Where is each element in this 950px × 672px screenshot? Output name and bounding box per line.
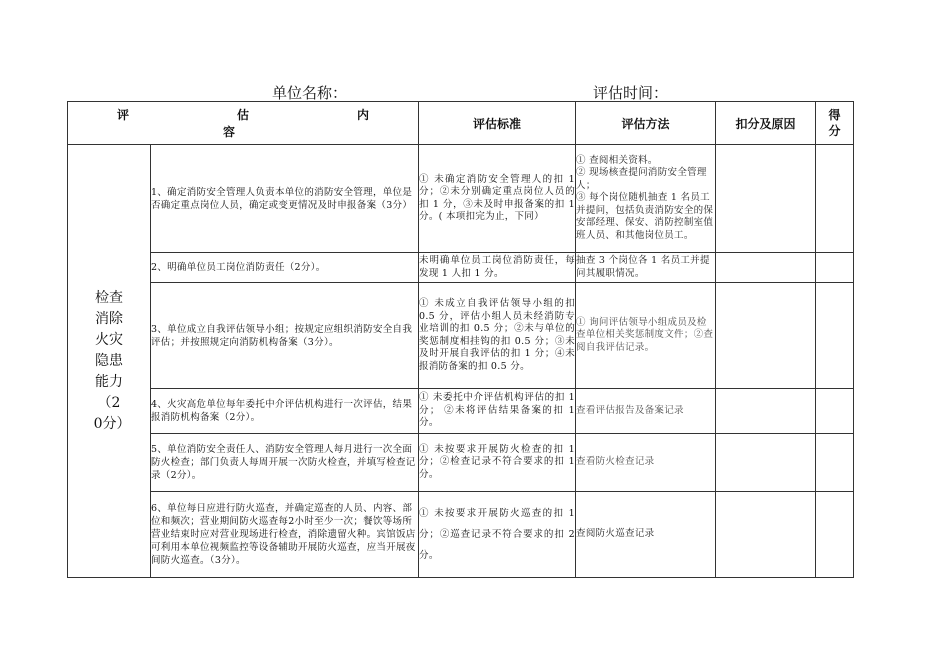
score-cell[interactable]: [816, 389, 854, 434]
score-cell[interactable]: [816, 145, 854, 253]
method-cell: 查看防火检查记录: [576, 434, 716, 492]
column-header-content: 评 估 内 容: [68, 102, 419, 145]
deduction-cell[interactable]: [716, 283, 816, 389]
standard-cell: ① 未确定消防安全管理人的扣 1 分；②未分别确定重点岗位人员的扣 1 分，③未及时申报备案的扣 1 分。( 本项扣完为止，下同）: [419, 145, 576, 253]
deduction-cell[interactable]: [716, 145, 816, 253]
deduction-cell[interactable]: [716, 434, 816, 492]
table-row: [68, 434, 854, 492]
standard-cell: ① 未委托中介评估机构评估的扣 1 分； ②未将评估结果备案的扣 1 分。: [419, 389, 576, 434]
standard-cell: ① 未按要求开展防火巡查的扣 1 分；②巡查记录不符合要求的扣 2 分。: [419, 492, 576, 578]
score-cell[interactable]: [816, 283, 854, 389]
method-cell: 查阅防火巡查记录: [576, 492, 716, 578]
category-label: 检查消除火灾隐患能力（20分）: [93, 289, 131, 432]
method-cell: ① 询问评估领导小组成员及检查单位相关奖惩制度文件；②查阅自我评估记录。: [576, 283, 716, 389]
item-cell: 6、单位每日应进行防火巡查，并确定巡查的人员、内容、部位和频次；营业期间防火巡查每2小时至少一次；餐饮等场所营业结束时应对营业现场进行检查，消除遗留火种。宾馆饭店可利用本单位视频监控等设备辅助开展防火巡查，应当开展夜间防火巡查。（3分）。: [151, 492, 419, 578]
method-cell: ① 查阅相关资料。 ② 现场核查提问消防安全管理人； ③ 每个岗位随机抽查 1 名员工并提问，包括负责消防安全的保安部经理、保安、消防控制室值班人员、和其他岗位员工。: [576, 145, 716, 253]
column-header-deduction: 扣分及原因: [716, 102, 816, 145]
method-cell: 抽查 3 个岗位各 1 名员工并提问其履职情况。: [576, 253, 716, 283]
standard-cell: ① 未成立自我评估领导小组的扣 0.5 分，评估小组人员未经消防专业培训的扣 0.5 分；②未与单位的奖惩制度相挂钩的扣 0.5 分；③未及时开展自我评估的扣 1 分；④未报消防备案的扣 0.5 分。: [419, 283, 576, 389]
item-cell: 5、单位消防安全责任人、消防安全管理人每月进行一次全面防火检查；部门负责人每周开展一次防火检查，并填写检查记录（2分）。: [151, 434, 419, 492]
assessment-table: [67, 101, 854, 578]
standard-cell: ① 未按要求开展防火检查的扣 1 分；②检查记录不符合要求的扣 1 分。: [419, 434, 576, 492]
assessment-date-label: 评估时间：: [593, 84, 669, 102]
score-cell[interactable]: [816, 434, 854, 492]
unit-name-label: 单位名称：: [272, 84, 348, 102]
score-cell[interactable]: [816, 253, 854, 283]
deduction-cell[interactable]: [716, 389, 816, 434]
deduction-cell[interactable]: [716, 253, 816, 283]
table-row: [68, 253, 854, 283]
header-row: [68, 102, 854, 145]
column-header-method: 评估方法: [576, 102, 716, 145]
standard-cell: 未明确单位员工岗位消防责任，每发现 1 人扣 1 分。: [419, 253, 576, 283]
column-header-standard: 评估标准: [419, 102, 576, 145]
method-cell: 查看评估报告及备案记录: [576, 389, 716, 434]
table-row: [68, 389, 854, 434]
table-row: [68, 492, 854, 578]
item-cell: 2、明确单位员工岗位消防责任（2分）。: [151, 253, 419, 283]
column-header-score: 得分: [816, 102, 854, 145]
table-row: [68, 145, 854, 253]
deduction-cell[interactable]: [716, 492, 816, 578]
category-cell: [68, 145, 151, 578]
table-row: [68, 283, 854, 389]
item-cell: 3、单位成立自我评估领导小组；按规定应组织消防安全自我评估；并按照规定向消防机构备案（3分）。: [151, 283, 419, 389]
item-cell: 1、确定消防安全管理人负责本单位的消防安全管理，单位是否确定重点岗位人员，确定或变更情况及时申报备案（3分）: [151, 145, 419, 253]
item-cell: 4、火灾高危单位每年委托中介评估机构进行一次评估，结果报消防机构备案（2分）。: [151, 389, 419, 434]
score-cell[interactable]: [816, 492, 854, 578]
